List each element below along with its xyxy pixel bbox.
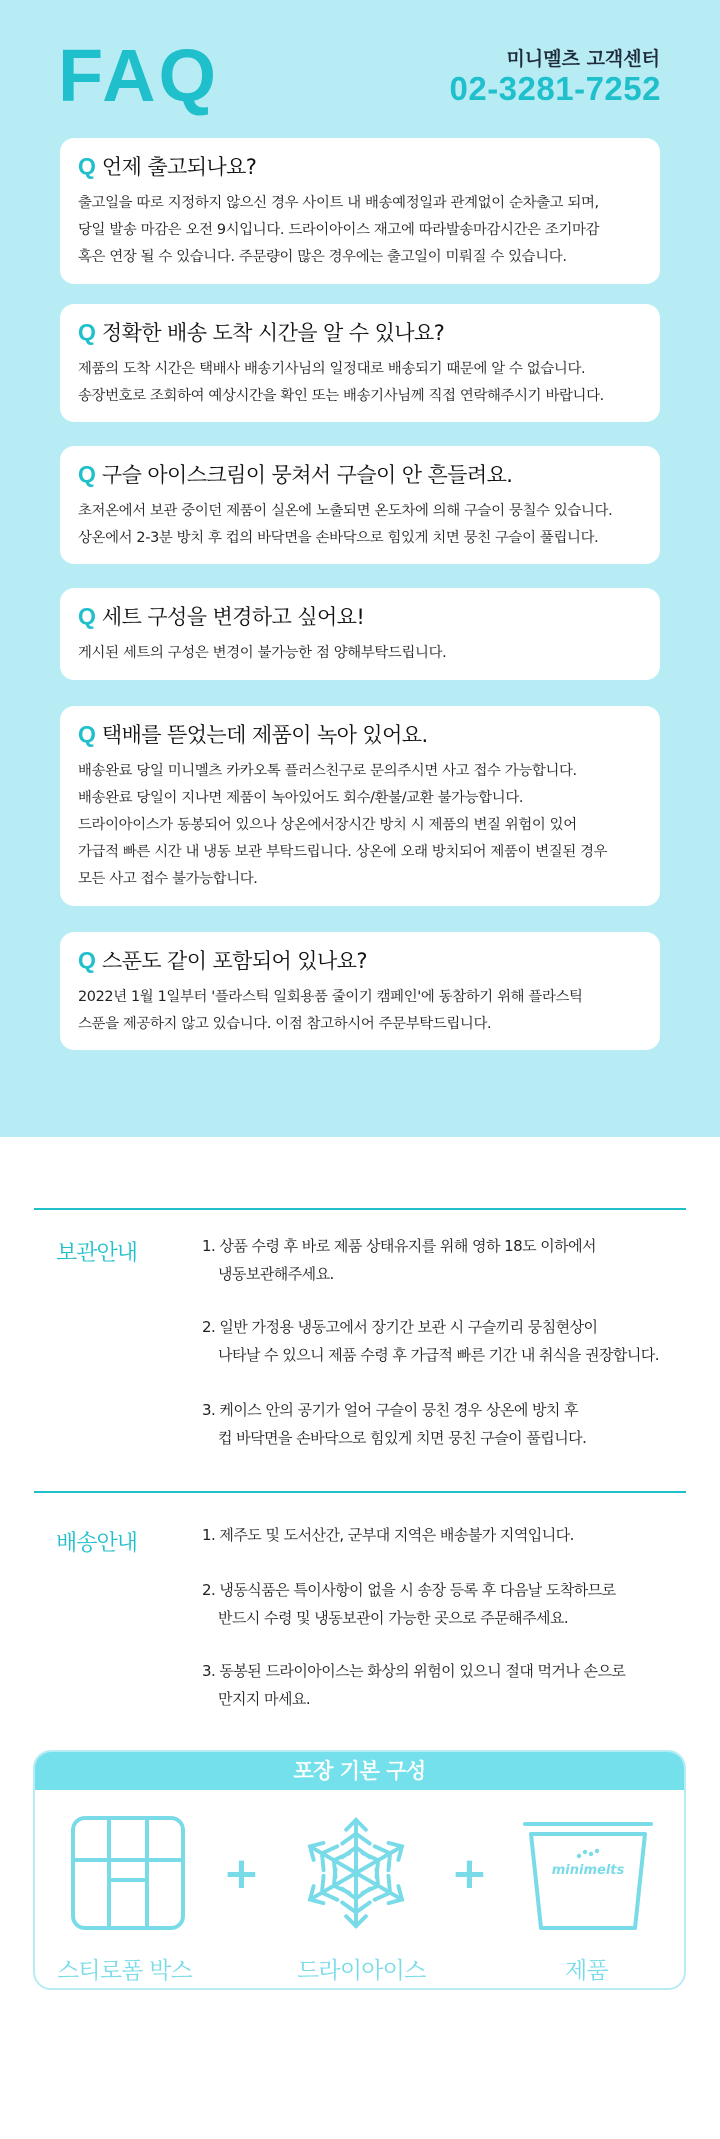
q-icon: Q <box>78 318 96 345</box>
faq-answer-line: 2022년 1월 1일부터 '플라스틱 일회용품 줄이기 캠페인'에 동참하기 위해 플라스틱 <box>78 989 583 1005</box>
storage-item-line: 냉동보관해주세요. <box>218 1265 334 1283</box>
faq-card <box>60 446 660 564</box>
q-icon: Q <box>78 152 96 179</box>
faq-answer-line: 배송완료 당일 미니멜츠 카카오톡 플러스친구로 문의주시면 사고 접수 가능합니다. <box>78 763 577 779</box>
faq-answer-line: 송장번호로 조회하여 예상시간을 확인 또는 배송기사님께 직접 연락해주시기 바랍니다. <box>78 388 604 404</box>
delivery-item <box>202 1576 616 1632</box>
cup-brand-text: minimelts <box>551 1863 625 1878</box>
delivery-item <box>202 1521 574 1549</box>
plus-icon: + <box>451 1848 488 1899</box>
storage-item <box>202 1313 659 1369</box>
faq-answer-line: 상온에서 2-3분 방치 후 컵의 바닥면을 손바닥으로 힘있게 치면 뭉친 구슬이 풀립니다. <box>78 530 599 546</box>
packaging-title: 포장 기본 구성 <box>293 1759 426 1783</box>
q-icon: Q <box>78 460 96 487</box>
delivery-item-line: 3. 동봉된 드라이아이스는 화상의 위험이 있으니 절대 먹거나 손으로 <box>202 1662 626 1680</box>
box-icon <box>69 1814 187 1932</box>
faq-question-text: 택배를 뜯었는데 제품이 녹아 있어요. <box>101 723 428 747</box>
divider <box>34 1208 686 1210</box>
faq-question <box>78 601 364 631</box>
delivery-item-line: 2. 냉동식품은 특이사항이 없을 시 송장 등록 후 다음날 도착하므로 <box>202 1581 616 1599</box>
delivery-item-line: 반드시 수령 및 냉동보관이 가능한 곳으로 주문해주세요. <box>218 1609 569 1627</box>
faq-answer-line: 스푼을 제공하지 않고 있습니다. 이점 참고하시어 주문부탁드립니다. <box>78 1016 492 1032</box>
q-icon: Q <box>78 602 96 629</box>
product-label: 제품 <box>565 1958 608 1984</box>
faq-answer-line: 제품의 도착 시간은 택배사 배송기사님의 일정대로 배송되기 때문에 알 수 없습니다. <box>78 361 586 377</box>
faq-question-text: 구슬 아이스크림이 뭉쳐서 구슬이 안 흔들려요. <box>101 463 513 487</box>
storage-label: 보관안내 <box>56 1241 138 1266</box>
faq-answer <box>78 498 654 552</box>
q-icon: Q <box>78 720 96 747</box>
delivery-item <box>202 1657 625 1713</box>
customer-center-label: 미니멜츠 고객센터 <box>506 48 660 70</box>
packaging-box <box>33 1750 686 1990</box>
box-label: 스티로폼 박스 <box>57 1958 193 1984</box>
faq-card <box>60 138 660 284</box>
faq-question-text: 정확한 배송 도착 시간을 알 수 있나요? <box>101 321 445 345</box>
plus-icon: + <box>223 1848 260 1899</box>
faq-answer-line: 모든 사고 접수 불가능합니다. <box>78 871 258 887</box>
storage-item <box>202 1232 596 1288</box>
customer-center-phone[interactable]: 02-3281-7252 <box>449 70 661 107</box>
faq-answer <box>78 640 654 667</box>
faq-card <box>60 706 660 906</box>
storage-item-line: 2. 일반 가정용 냉동고에서 장기간 보관 시 구슬끼리 뭉침현상이 <box>202 1318 598 1336</box>
faq-answer-line: 게시된 세트의 구성은 변경이 불가능한 점 양해부탁드립니다. <box>78 645 447 661</box>
divider <box>34 1491 686 1493</box>
faq-answer <box>78 758 654 893</box>
faq-answer-line: 가급적 빠른 시간 내 냉동 보관 부탁드립니다. 상온에 오래 방치되어 제품이 변질된 경우 <box>78 844 608 860</box>
faq-question-text: 스푼도 같이 포함되어 있나요? <box>101 949 367 973</box>
dryice-label: 드라이아이스 <box>297 1958 426 1984</box>
page-title: FAQ <box>58 34 220 117</box>
faq-question <box>78 317 444 347</box>
storage-item-line: 1. 상품 수령 후 바로 제품 상태유지를 위해 영하 18도 이하에서 <box>202 1237 597 1255</box>
faq-question <box>78 945 367 975</box>
faq-answer-line: 배송완료 당일이 지나면 제품이 녹아있어도 회수/환불/교환 불가능합니다. <box>78 790 524 806</box>
faq-card <box>60 932 660 1050</box>
storage-item-line: 컵 바닥면을 손바닥으로 힘있게 치면 뭉친 구슬이 풀립니다. <box>218 1429 587 1447</box>
packaging-header <box>35 1752 684 1790</box>
faq-question <box>78 151 256 181</box>
faq-card <box>60 304 660 422</box>
faq-answer-line: 초저온에서 보관 중이던 제품이 실온에 노출되면 온도차에 의해 구슬이 뭉칠수 있습니다. <box>78 503 613 519</box>
faq-answer <box>78 984 654 1038</box>
snowflake-icon <box>297 1814 415 1932</box>
faq-question <box>78 719 428 749</box>
cup-icon <box>523 1820 653 1932</box>
faq-question-text: 세트 구성을 변경하고 싶어요! <box>101 605 365 629</box>
storage-item <box>202 1396 586 1452</box>
faq-answer-line: 드라이아이스가 동봉되어 있으나 상온에서장시간 방치 시 제품의 변질 위험이 있어 <box>78 817 577 833</box>
faq-question-text: 언제 출고되나요? <box>101 155 257 179</box>
delivery-item-line: 만지지 마세요. <box>218 1690 311 1708</box>
q-icon: Q <box>78 946 96 973</box>
faq-answer <box>78 356 654 410</box>
delivery-label: 배송안내 <box>56 1531 138 1556</box>
storage-item-line: 3. 케이스 안의 공기가 얼어 구슬이 뭉친 경우 상온에 방치 후 <box>202 1401 579 1419</box>
storage-item-line: 나타날 수 있으니 제품 수령 후 가급적 빠른 기간 내 취식을 권장합니다. <box>218 1346 659 1364</box>
faq-answer-line: 출고일을 따로 지정하지 않으신 경우 사이트 내 배송예정일과 관계없이 순차출고 되며, <box>78 195 599 211</box>
faq-card <box>60 588 660 680</box>
faq-answer-line: 당일 발송 마감은 오전 9시입니다. 드라이아이스 재고에 따라발송마감시간은 조기마감 <box>78 222 600 238</box>
delivery-item-line: 1. 제주도 및 도서산간, 군부대 지역은 배송불가 지역입니다. <box>202 1526 574 1544</box>
faq-answer-line: 혹은 연장 될 수 있습니다. 주문량이 많은 경우에는 출고일이 미뤄질 수 있습니다. <box>78 249 567 265</box>
faq-answer <box>78 190 654 271</box>
faq-question <box>78 459 512 489</box>
